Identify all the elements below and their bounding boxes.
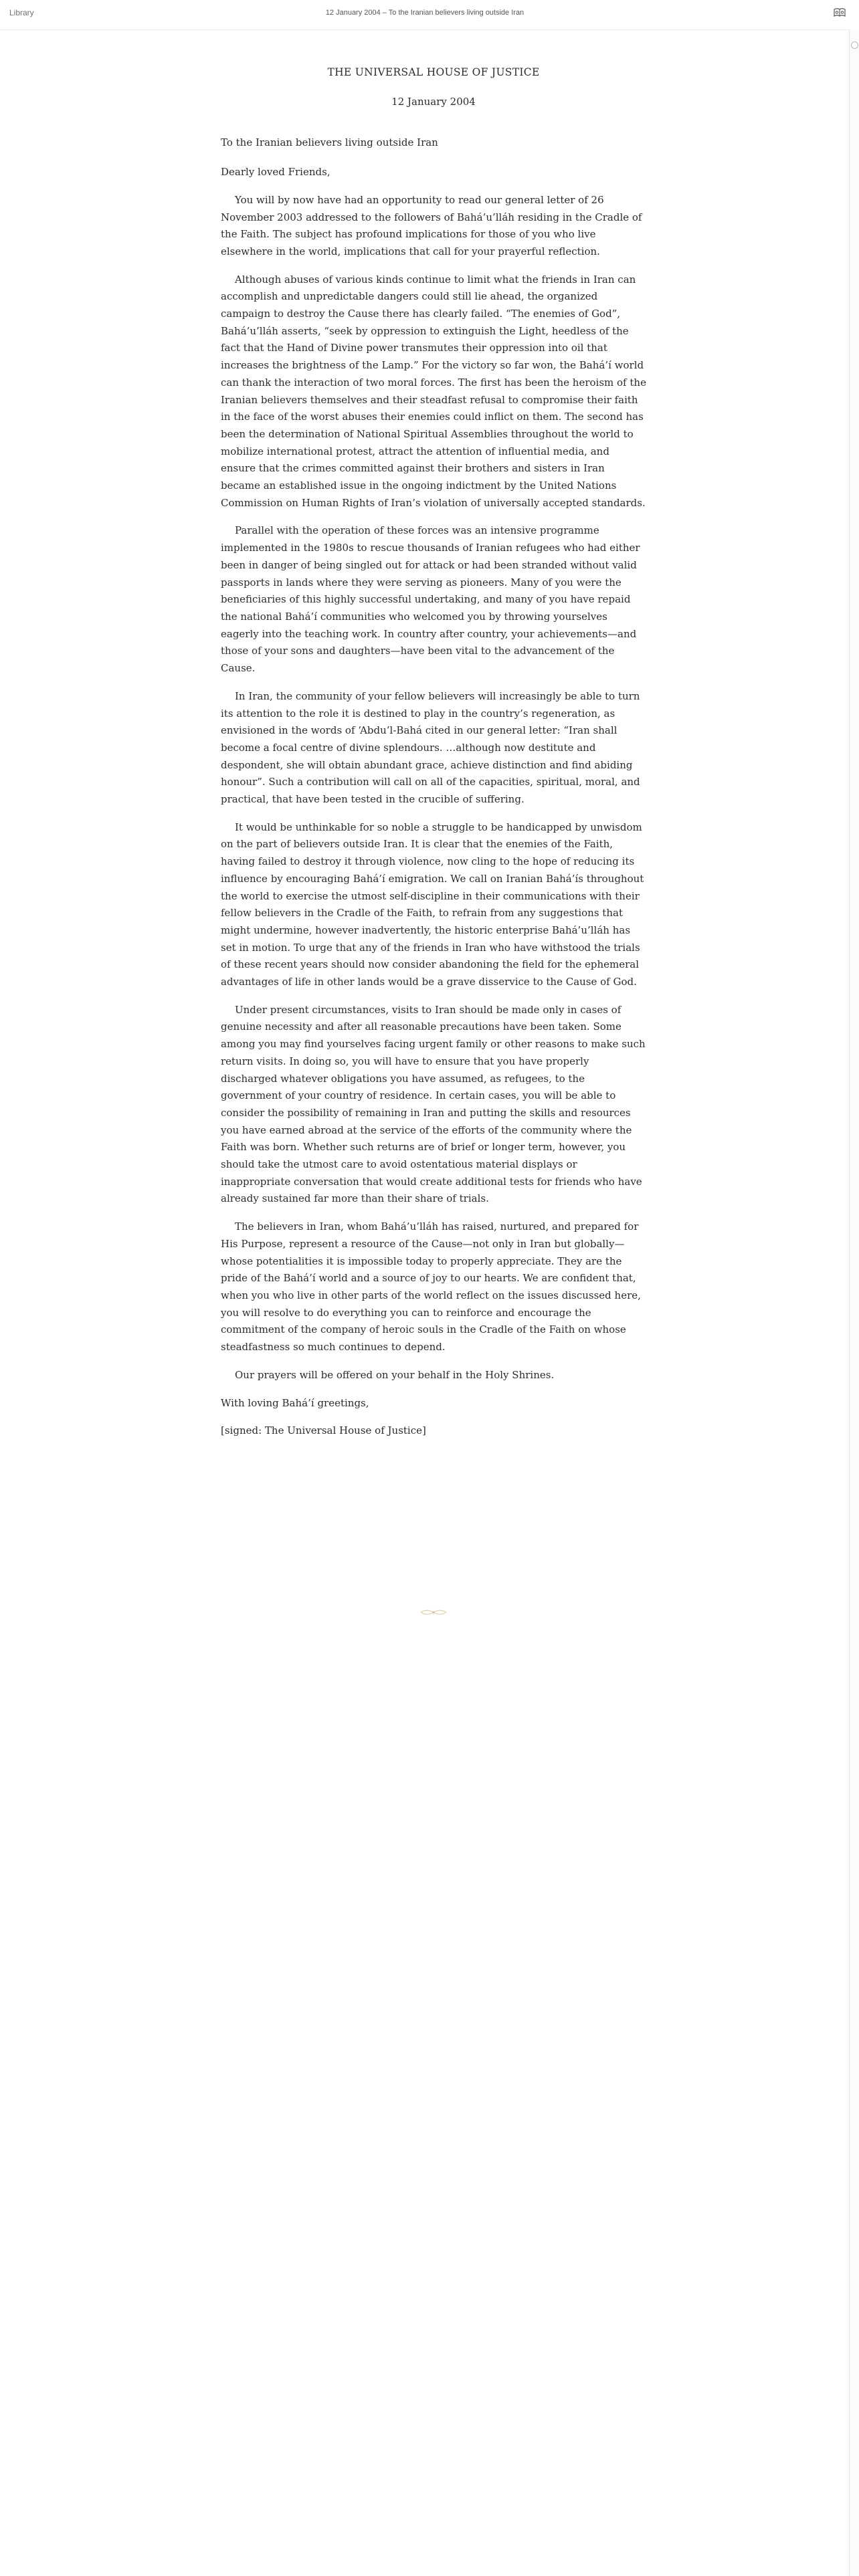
document-title-bar: 12 January 2004 – To the Iranian believers living outside Iran [325, 9, 524, 17]
library-link[interactable]: Library [9, 8, 34, 17]
scroll-position-indicator[interactable] [851, 41, 858, 49]
closing-greeting: With loving Bahá’í greetings, [221, 1396, 369, 1409]
signature-line: [signed: The Universal House of Justice] [221, 1424, 426, 1437]
paragraph-3: Parallel with the operation of these forces was an intensive programme implemented in the 1980s to rescue thousands of Iranian refugees who had either been in danger of being singled out for attack or had been stranded without valid passports in lands where they were serving as pioneers. Many of you were the beneficiaries of this highly successful undertaking, and many of you have repaid the national Bahá’í communities who welcomed you by throwing yourselves eagerly into the teaching work. In country after country, your achievements—and those of your sons and daughters—have been vital to the advancement of the Cause. [221, 524, 640, 675]
letter-salutation: Dearly loved Friends, [221, 166, 330, 179]
top-bar [0, 0, 850, 30]
letter-page [221, 64, 646, 1451]
scrollbar-track[interactable] [849, 29, 859, 2576]
paragraph-1: You will by now have had an opportunity to read our general letter of 26 November 2003 addressed to the followers of Bahá’u’lláh residing in the Cradle of the Faith. The subject has profound implications for those of you who live elsewhere in the world, implications that call for your prayerful reflection. [221, 193, 642, 257]
organization-heading: THE UNIVERSAL HOUSE OF JUSTICE [327, 66, 540, 78]
paragraph-6: Under present circumstances, visits to Iran should be made only in cases of genuine necessity and after all reasonable precautions have been taken. Some among you may find yourselves facing urgent family or other reasons to make such return visits. In doing so, you will have to ensure that you have properly discharged whatever obligations you have assumed, as refugees, to the government of your country of residence. In certain cases, you will be able to consider the possibility of remaining in Iran and putting the skills and resources you have earned abroad at the service of the efforts of the community where the Faith was born. Whether such returns are of brief or longer term, however, you should take the utmost care to avoid ostentatious material displays or inappropriate conversation that would create additional tests for friends who have already sustained far more than their share of trials. [221, 1003, 646, 1205]
reading-mode-icon[interactable] [834, 7, 846, 18]
paragraph-8: Our prayers will be offered on your behalf in the Holy Shrines. [235, 1368, 555, 1381]
letter-date: 12 January 2004 [391, 95, 476, 108]
end-ornament-icon [420, 1608, 447, 1616]
paragraph-2: Although abuses of various kinds continue to limit what the friends in Iran can accomplish and unpredictable dangers could still lie ahead, the organized campaign to destroy the Cause there has clearly failed. “The enemies of God”, Bahá’u’lláh asserts, “seek by oppression to extinguish the Light, heedless of the fact that the Hand of Divine power transmutes their oppression into oil that increases the brightness of the Lamp.” For the victory so far won, the Bahá’í world can thank the interaction of two moral forces. The first has been the heroism of the Iranian believers themselves and their steadfast refusal to compromise their faith in the face of the worst abuses their enemies could inflict on them. The second has been the determination of National Spiritual Assemblies throughout the world to mobilize international protest, attract the attention of influential media, and ensure that the crimes committed against their brothers and sisters in Iran became an established issue in the ongoing indictment by the United Nations Commission on Human Rights of Iran’s violation of universally accepted standards. [221, 273, 646, 509]
paragraph-4: In Iran, the community of your fellow believers will increasingly be able to turn its attention to the role it is destined to play in the country’s regeneration, as envisioned in the words of ‘Abdu’l-Bahá cited in our general letter: “Iran shall become a focal centre of divine splendours. …although now destitute and despondent, she will obtain abundant grace, achieve distinction and find abiding honour”. Such a contribution will call on all of the capacities, spiritual, moral, and practical, that have been tested in the crucible of suffering. [221, 689, 640, 806]
paragraph-7: The believers in Iran, whom Bahá’u’lláh has raised, nurtured, and prepared for His Purpose, represent a resource of the Cause—not only in Iran but globally—whose potentialities it is impossible today to properly appreciate. They are the pride of the Bahá’í world and a source of joy to our hearts. We are confident that, when you who live in other parts of the world reflect on the issues discussed here, you will resolve to do everything you can to reinforce and encourage the commitment of the company of heroic souls in the Cradle of the Faith on whose steadfastness so much continues to depend. [221, 1220, 641, 1354]
letter-addressee: To the Iranian believers living outside Iran [221, 136, 438, 149]
paragraph-5: It would be unthinkable for so noble a struggle to be handicapped by unwisdom on the part of believers outside Iran. It is clear that the enemies of the Faith, having failed to destroy it through violence, now cling to the hope of reducing its influence by encouraging Bahá’í emigration. We call on Iranian Bahá’ís throughout the world to exercise the utmost self-discipline in their communications with their fellow believers in the Cradle of the Faith, to refrain from any suggestions that might undermine, however inadvertently, the historic enterprise Bahá’u’lláh has set in motion. To urge that any of the friends in Iran who have withstood the trials of these recent years should now consider abandoning the field for the ephemeral advantages of life in other lands would be a grave disservice to the Cause of God. [221, 821, 644, 988]
